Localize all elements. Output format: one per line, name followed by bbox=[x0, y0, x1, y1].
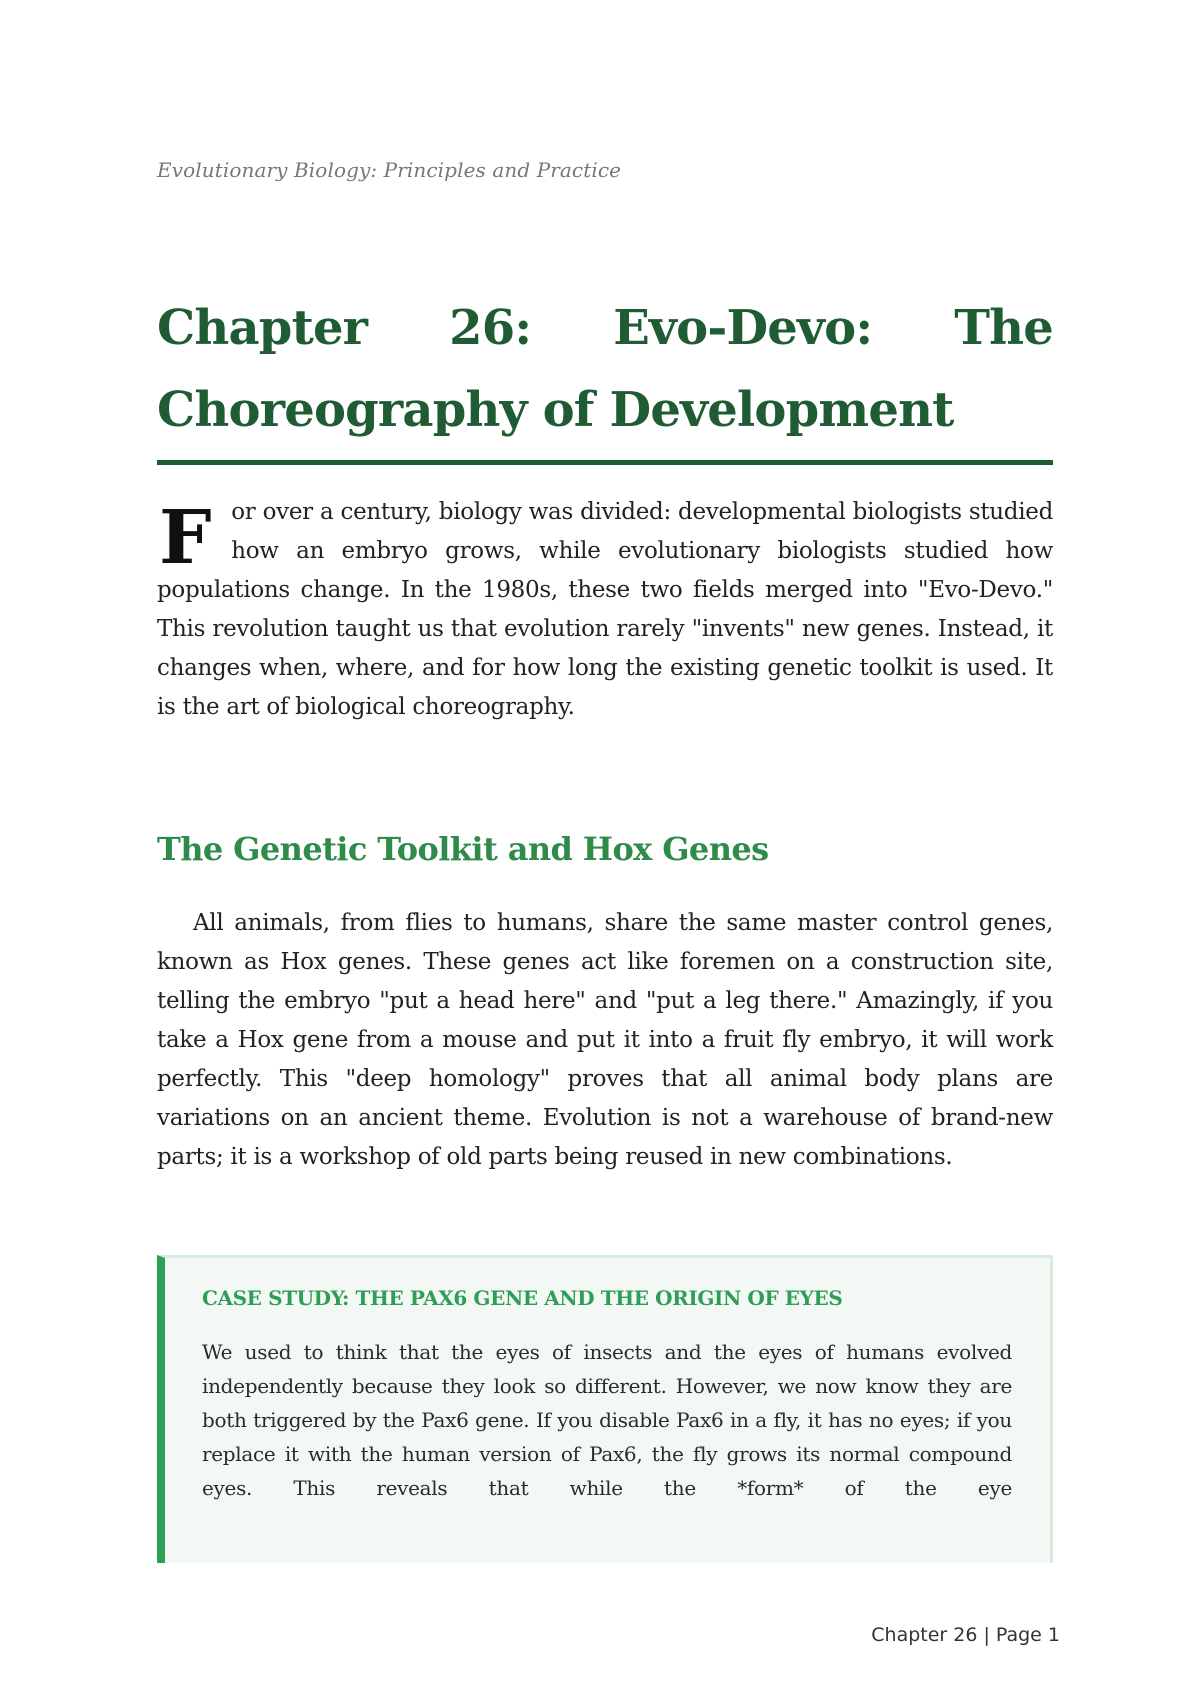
footer-chapter: Chapter 26 bbox=[871, 1624, 978, 1646]
intro-paragraph bbox=[157, 493, 1053, 727]
section-paragraph: All animals, from flies to humans, share the same master control genes, known as Hox genes. These genes act like foremen on a construction site, telling the embryo "put a head here" and "put a leg there." Amazingly, if you take a Hox gene from a mouse and put it into a fruit fly embryo, it will work perfectly. This "deep homology" proves that all animal body plans are variations on an ancient theme. Evolution is not a warehouse of brand-new parts; it is a workshop of old parts being reused in new combinations. bbox=[157, 910, 1053, 1170]
case-study-title: CASE STUDY: THE PAX6 GENE AND THE ORIGIN OF EYES bbox=[202, 1286, 843, 1310]
intro-text: or over a century, biology was divided: developmental biologists studied how an embryo grows, while evolutionary biologists studied how populations change. In the 1980s, these two fields merged into "Evo-Devo." This revolution taught us that evolution rarely "invents" new genes. Instead, it changes when, where, and for how long the existing genetic toolkit is used. It is the art of biological choreography. bbox=[157, 499, 1053, 720]
document-page bbox=[157, 0, 1053, 1696]
running-header: Evolutionary Biology: Principles and Practice bbox=[157, 158, 622, 182]
case-study-box bbox=[157, 1255, 1053, 1563]
page-footer bbox=[871, 1624, 1060, 1646]
footer-page-number: Page 1 bbox=[995, 1624, 1060, 1646]
section-heading: The Genetic Toolkit and Hox Genes bbox=[157, 830, 769, 868]
drop-cap: F bbox=[159, 495, 212, 581]
title-divider bbox=[157, 460, 1053, 465]
case-study-body: We used to think that the eyes of insects and the eyes of humans evolved independently because they look so different. However, we now know they are both triggered by the Pax6 gene. If you disable Pax6 in a fly, it has no eyes; if you replace it with the human version of Pax6, the fly grows its normal compound eyes. This reveals that while the *form* of the eye bbox=[202, 1340, 1012, 1500]
chapter-title: Chapter 26: Evo-Devo: The Choreography of Development bbox=[157, 300, 1053, 438]
footer-separator: | bbox=[983, 1624, 990, 1646]
